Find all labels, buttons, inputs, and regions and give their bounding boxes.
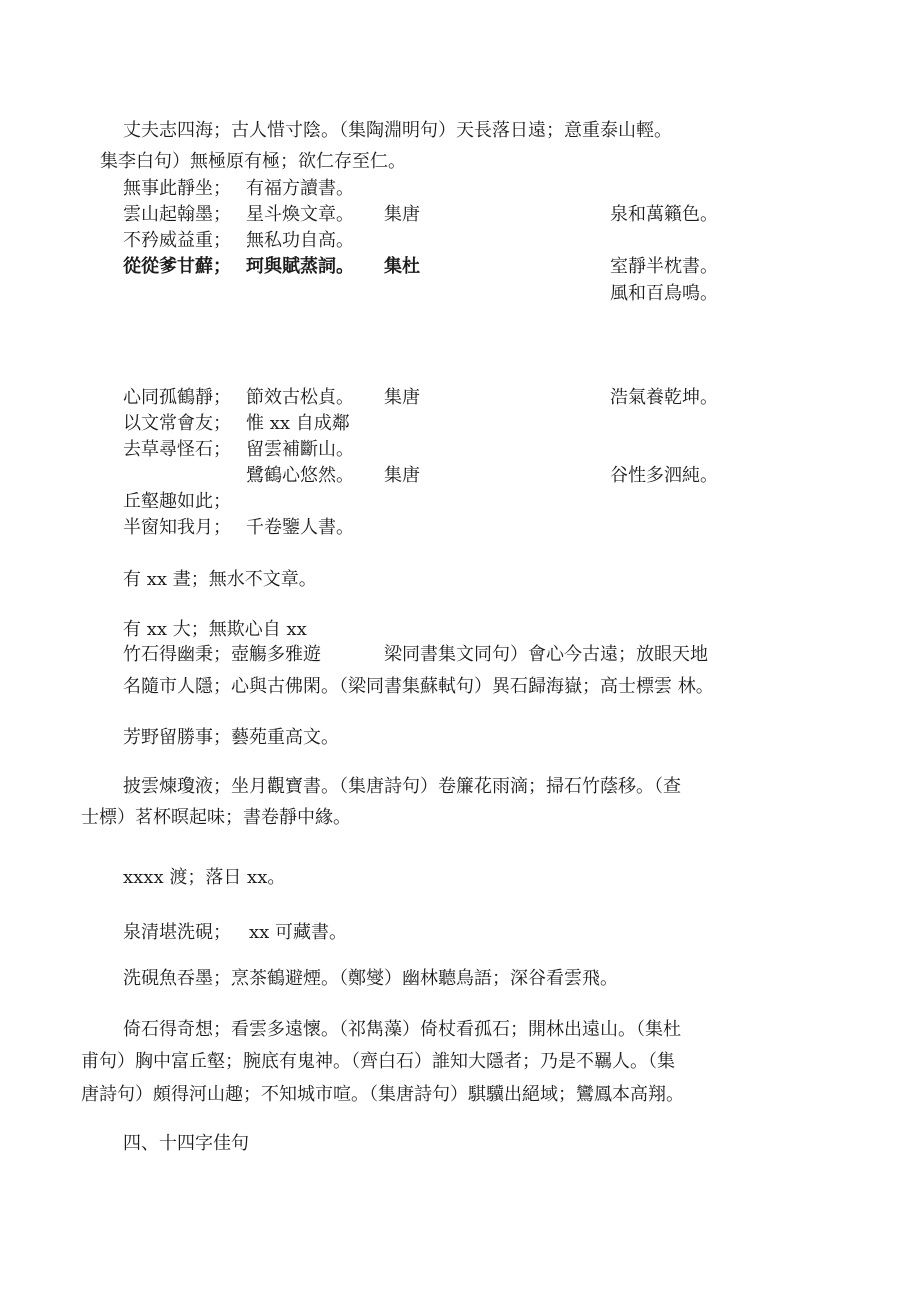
couplet-first: 心同孤鶴靜；: [123, 387, 231, 408]
text-line: 有 xx 晝；無水不文章。: [123, 569, 317, 590]
text-line: 洗硯魚吞墨；烹茶鶴避煙。（鄭燮）幽林聽鳥語；深谷看雲飛。: [123, 968, 618, 989]
text-line: 集李白句）無極原有極；欲仁存至仁。: [100, 151, 406, 172]
couplet-second: 鷺鶴心悠然。: [246, 465, 354, 486]
couplet-second: xx 可藏書。: [249, 922, 348, 943]
couplet-second: 無私功自高。: [246, 230, 354, 251]
couplet-fragment: 風和百鳥鳴。: [610, 283, 718, 304]
couplet-first: 無事此靜坐；: [123, 178, 231, 199]
couplet-second: 星斗煥文章。: [246, 204, 354, 225]
couplet-first: 丘壑趣如此；: [123, 491, 231, 512]
text-line: xxxx 渡；落日 xx。: [123, 867, 286, 888]
text-line: 梁同書集文同句）會心今古遠；放眼天地: [384, 644, 708, 665]
couplet-second: 節效古松貞。: [246, 387, 354, 408]
couplet-first: 去草尋怪石；: [123, 439, 231, 460]
couplet-fragment: 谷性多泗純。: [610, 465, 718, 486]
source-label: 集杜: [384, 256, 420, 277]
couplet-first: 以文常會友；: [123, 413, 231, 434]
text-line: 名隨市人隱；心與古佛閑。（梁同書集蘇軾句）異石歸海嶽；高士標雲 林。: [123, 676, 714, 697]
couplet-fragment: 浩氣養乾坤。: [610, 387, 718, 408]
couplet-fragment: 室靜半枕書。: [610, 256, 718, 277]
source-label: 集唐: [384, 465, 420, 486]
text-line: 披雲煉瓊液；坐月觀寶書。（集唐詩句）卷簾花雨滴；掃石竹蔭移。（查: [123, 776, 681, 797]
text-line: 芳野留勝事；藝苑重高文。: [123, 727, 339, 748]
couplet-second: 珂與賦蒸詞。: [246, 256, 354, 277]
couplet-first: 從從爹甘蘚；: [123, 256, 231, 277]
text-line: 甫句）胸中富丘壑；腕底有鬼神。（齊白石）誰知大隱者；乃是不羈人。（集: [81, 1051, 675, 1072]
source-label: 集唐: [384, 204, 420, 225]
couplet-first: 泉清堪洗硯；: [123, 922, 231, 943]
section-heading: 四、十四字佳句: [123, 1133, 249, 1154]
couplet-second: 惟 xx 自成鄰: [246, 413, 350, 434]
text-line: 竹石得幽秉；壺觴多雅遊: [123, 644, 321, 665]
text-line: 有 xx 大；無欺心自 xx: [123, 619, 307, 640]
text-line: 丈夫志四海；古人惜寸陰。（集陶淵明句）天長落日遠；意重泰山輕。: [123, 120, 672, 141]
source-label: 集唐: [384, 387, 420, 408]
text-line: 倚石得奇想；看雲多遠懷。（祁雋藻）倚杖看孤石；開林出遠山。（集杜: [123, 1019, 681, 1040]
text-line: 唐詩句）頗得河山趣；不知城市喧。（集唐詩句）騏驥出絕域；鸞鳳本高翔。: [81, 1084, 684, 1105]
couplet-first: 半窗知我月；: [123, 517, 231, 538]
couplet-first: 不矜威益重；: [123, 230, 231, 251]
couplet-fragment: 泉和萬籟色。: [610, 204, 718, 225]
couplet-second: 千卷鑒人書。: [246, 517, 354, 538]
text-line: 士標）茗杯暝起味；書卷靜中緣。: [81, 807, 351, 828]
couplet-second: 有福方讀書。: [246, 178, 354, 199]
couplet-first: 雲山起翰墨；: [123, 204, 231, 225]
couplet-second: 留雲補斷山。: [246, 439, 354, 460]
